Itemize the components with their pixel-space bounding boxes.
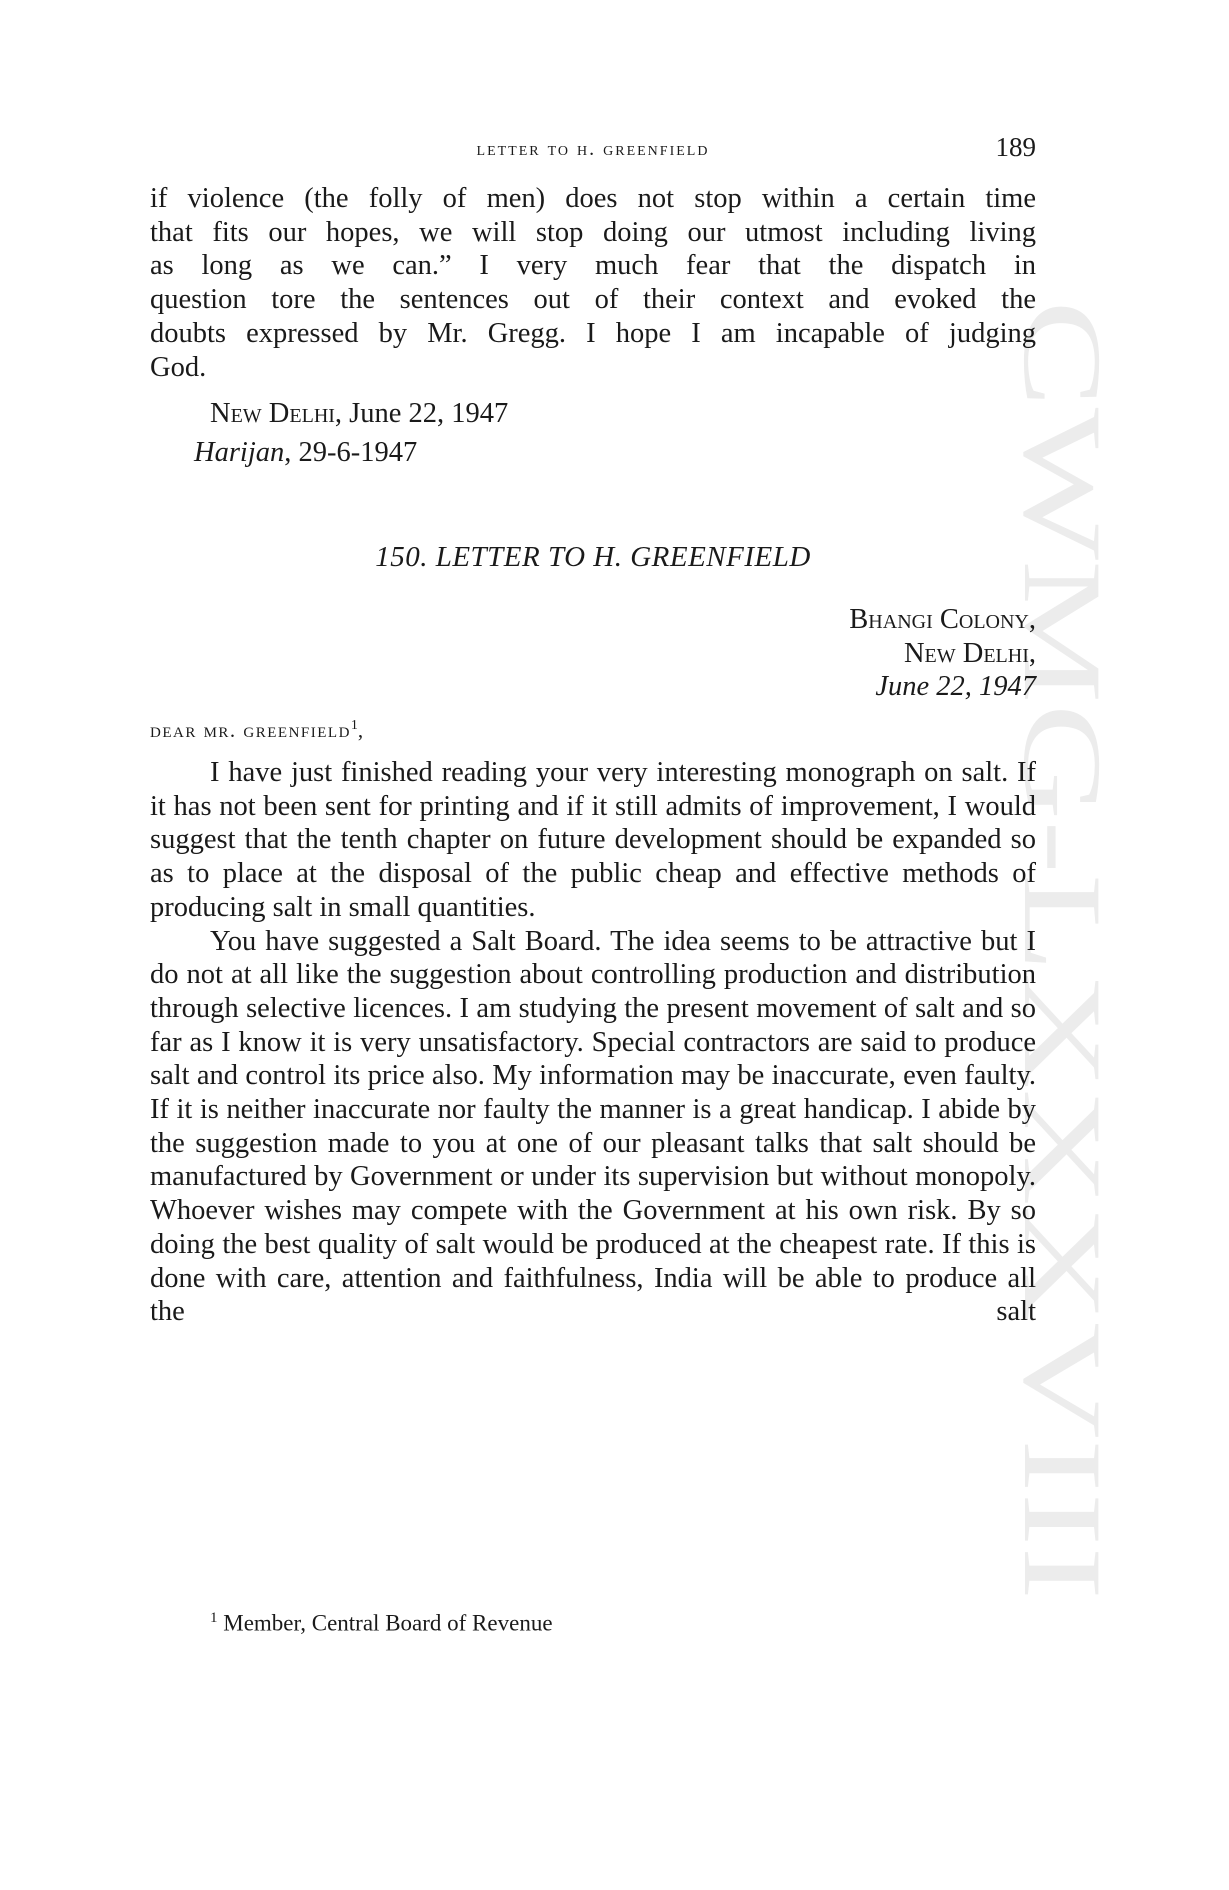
letter-body	[150, 756, 1036, 1329]
carryover-line: doubts expressed by Mr. Gregg. I hope I am incapable of judging	[150, 317, 1036, 349]
page-number: 189	[995, 132, 1036, 162]
letter-address	[849, 603, 1036, 704]
body-paragraph-2: You have suggested a Salt Board. The idea seems to be attractive but I do not at all like the suggestion about controlling production and distribution through selective licences. I am studying the present movement of salt and so far as I know it is very unsatisfactory. Special contractors are said to produce salt and control its price also. My information may be inaccurate, even faulty. If it is neither inaccurate nor faulty the manner is a great handicap. I abide by the suggestion made to you at one of our pleasant talks that salt should be manufactured by Government or under its supervision but without monopoly. Whoever wishes may compete with the Government at his own risk. By so doing the best quality of salt would be produced at the cheapest rate. If this is done with care, attention and faithfulness, India will be able to produce all the salt	[150, 925, 1036, 1328]
dateline-place: New Delhi	[210, 398, 335, 429]
address-line-2: New Delhi,	[903, 637, 1036, 669]
dateline: New Delhi, June 22, 1947	[210, 398, 509, 429]
footnote	[210, 1610, 553, 1637]
carryover-line: as long as we can.” I very much fear that the dispatch in	[150, 250, 1036, 282]
source-journal: Harijan	[194, 437, 285, 468]
running-head	[150, 132, 1036, 168]
footnote-text: Member, Central Board of Revenue	[223, 1610, 553, 1636]
carryover-line: question tore the sentences out of their context and evoked the	[150, 284, 1036, 316]
address-date: June 22, 1947	[875, 671, 1036, 702]
footnote-reference: 1	[350, 718, 358, 733]
carryover-line: God.	[150, 351, 207, 383]
letter-heading: 150. LETTER TO H. GREENFIELD	[375, 541, 811, 573]
carryover-text	[150, 182, 1036, 384]
source-date: 29-6-1947	[298, 437, 418, 468]
address-line-1: Bhangi Colony,	[849, 604, 1036, 635]
footnote-mark: 1	[210, 1610, 218, 1626]
running-title: letter to h. greenfield	[476, 138, 710, 160]
watermark-text: CWMG-LXXXVIII	[1000, 300, 1124, 1203]
dateline-date: June 22, 1947	[349, 398, 509, 429]
source-citation: Harijan, 29-6-1947	[194, 437, 418, 468]
salutation-comma: ,	[357, 718, 365, 742]
salutation-text: dear mr. greenfield	[150, 718, 351, 742]
carryover-line: that fits our hopes, we will stop doing our utmost including living	[150, 216, 1036, 248]
carryover-line: if violence (the folly of men) does not stop within a certain time	[150, 183, 1036, 214]
body-paragraph-1: I have just finished reading your very interesting monograph on salt. If it has not been sent for printing and if it still admits of improvement, I would suggest that the tenth chapter on future development should be expanded so as to place at the disposal of the public cheap and effective methods of producing salt in small quantities.	[150, 757, 1036, 923]
salutation	[150, 718, 365, 743]
